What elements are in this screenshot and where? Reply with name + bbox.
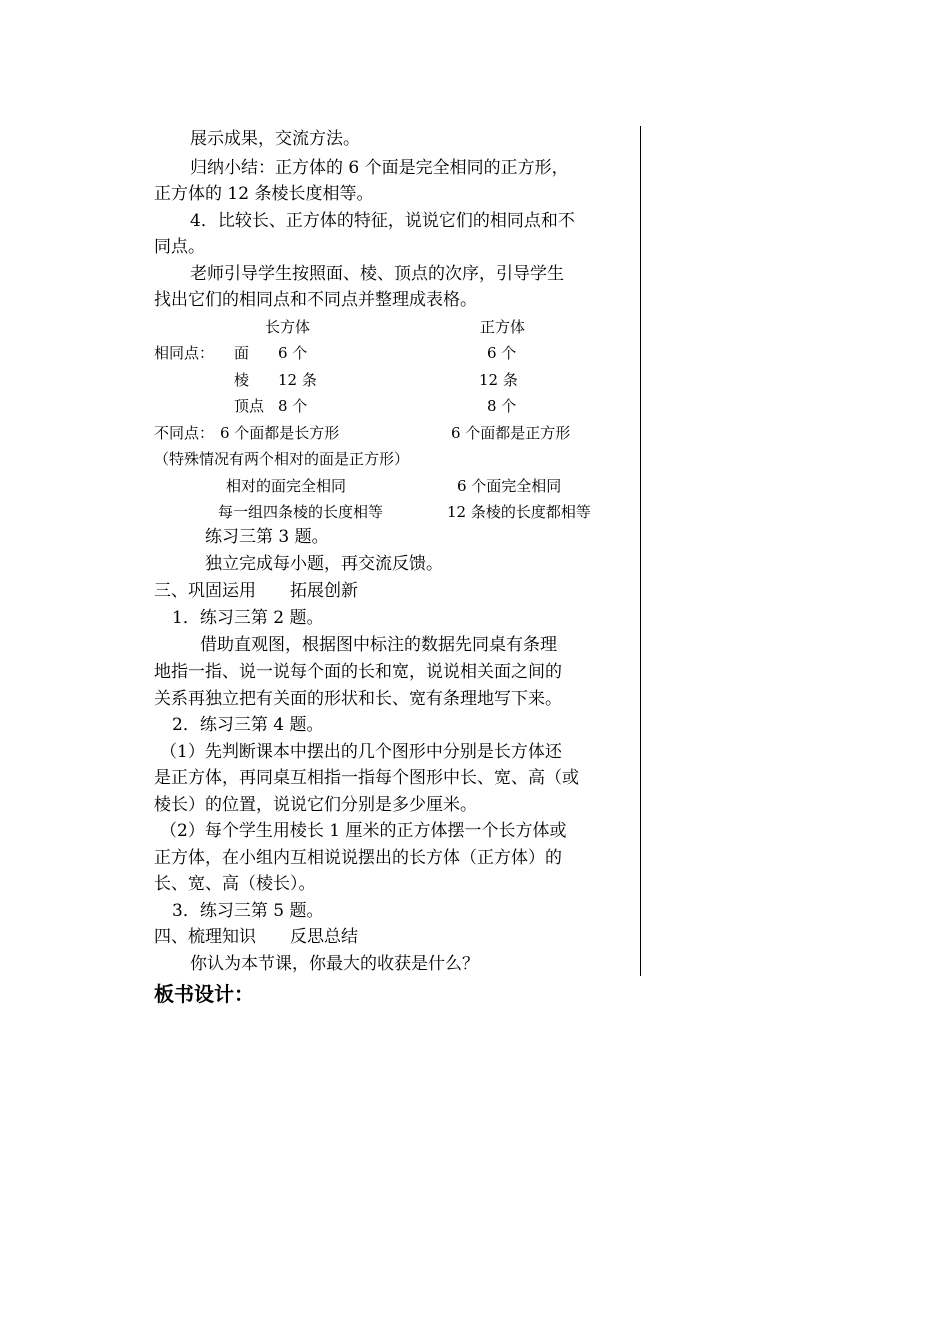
text-line: 找出它们的相同点和不同点并整理成表格。 — [154, 290, 477, 310]
table-cell-cuboid: 12 条 — [278, 371, 317, 389]
text-line: 你认为本节课，你最大的收获是什么？ — [190, 954, 479, 974]
text-line: 借助直观图，根据图中标注的数据先同桌有条理 — [200, 635, 557, 655]
text-line: 是正方体，再同桌互相指一指每个图形中长、宽、高（或 — [154, 768, 579, 788]
table-cell-cube: 8 个 — [487, 397, 517, 415]
text-line: 棱长）的位置，说说它们分别是多少厘米。 — [154, 795, 477, 815]
different-points-label: 不同点： — [154, 424, 215, 442]
text-line: 同点。 — [154, 237, 205, 257]
table-cell-cube: 6 个面都是正方形 — [451, 424, 571, 442]
table-cell-cuboid: 6 个 — [278, 344, 308, 362]
text-line: 正方体，在小组内互相说说摆出的长方体（正方体）的 — [154, 848, 562, 868]
table-cell-cube: 6 个面完全相同 — [457, 477, 562, 495]
section-heading: 四、梳理知识 反思总结 — [154, 927, 358, 947]
table-cell-cube: 6 个 — [487, 344, 517, 362]
text-line: 4．比较长、正方体的特征，说说它们的相同点和不 — [190, 211, 575, 231]
text-line: （1）先判断课本中摆出的几个图形中分别是长方体还 — [160, 742, 562, 762]
table-cell-feature: 面 — [234, 344, 250, 362]
special-case-note: （特殊情况有两个相对的面是正方形） — [154, 450, 410, 468]
table-cell-cuboid: 相对的面完全相同 — [226, 477, 347, 495]
section-heading: 三、巩固运用 拓展创新 — [154, 581, 358, 601]
table-header-cuboid: 长方体 — [265, 318, 311, 336]
text-line: （2）每个学生用棱长 1 厘米的正方体摆一个长方体或 — [160, 821, 567, 841]
table-cell-cube: 12 条 — [479, 371, 518, 389]
text-line: 正方体的 12 条棱长度相等。 — [154, 184, 374, 204]
table-cell-cuboid: 每一组四条棱的长度相等 — [218, 503, 384, 521]
text-line: 长、宽、高（棱长）。 — [154, 874, 316, 894]
table-cell-cube: 12 条棱的长度都相等 — [447, 503, 591, 521]
text-line: 练习三第 3 题。 — [205, 527, 329, 547]
table-cell-cuboid: 6 个面都是长方形 — [220, 424, 340, 442]
text-line: 1．练习三第 2 题。 — [172, 608, 324, 628]
text-line: 2．练习三第 4 题。 — [172, 715, 324, 735]
text-line: 关系再独立把有关面的形状和长、宽有条理地写下来。 — [154, 689, 562, 709]
table-header-cube: 正方体 — [480, 318, 526, 336]
column-divider-line — [640, 126, 641, 976]
text-line: 老师引导学生按照面、棱、顶点的次序，引导学生 — [190, 264, 564, 284]
text-line: 独立完成每小题，再交流反馈。 — [205, 554, 443, 574]
text-line: 3．练习三第 5 题。 — [172, 901, 324, 921]
text-line: 展示成果，交流方法。 — [190, 129, 360, 149]
same-points-label: 相同点： — [154, 344, 215, 362]
board-design-heading: 板书设计： — [154, 982, 254, 1006]
text-line: 地指一指、说一说每个面的长和宽，说说相关面之间的 — [154, 662, 562, 682]
table-cell-cuboid: 8 个 — [278, 397, 308, 415]
text-line: 归纳小结：正方体的 6 个面是完全相同的正方形， — [190, 158, 569, 178]
table-cell-feature: 顶点 — [234, 397, 265, 415]
table-cell-feature: 棱 — [234, 371, 250, 389]
